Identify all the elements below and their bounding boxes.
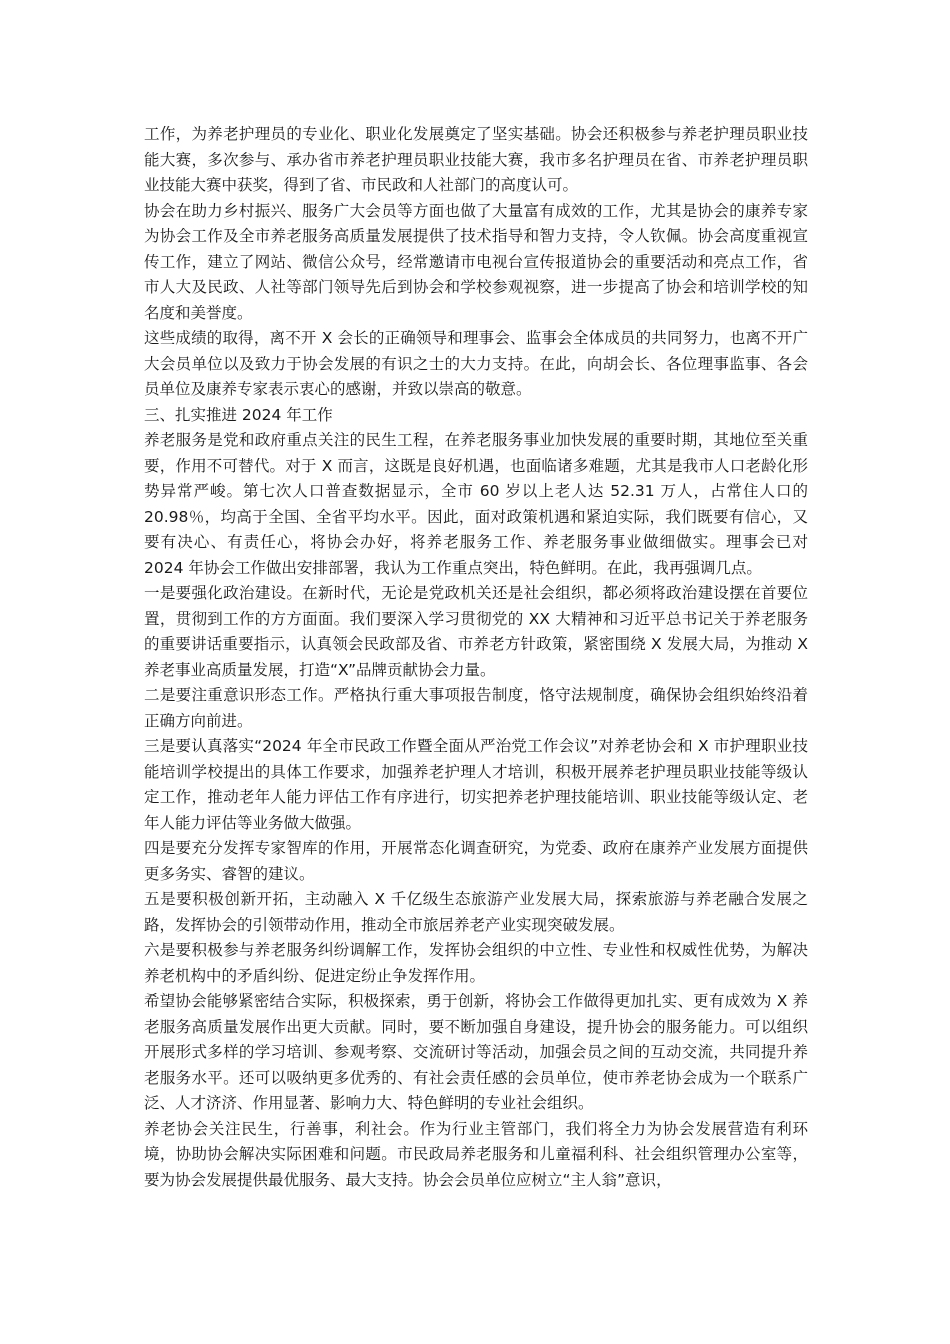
document-body xyxy=(144,122,808,1193)
paragraph-7: 二是要注重意识形态工作。严格执行重大事项报告制度，恪守法规制度，确保协会组织始终沿着正确方向前进。 xyxy=(144,686,808,730)
paragraph-2: 协会在助力乡村振兴、服务广大会员等方面也做了大量富有成效的工作，尤其是协会的康养专家为协会工作及全市养老服务高质量发展提供了技术指导和智力支持，令人钦佩。协会高度重视宣传工作，建立了网站、微信公众号，经常邀请市电视台宣传报道协会的重要活动和亮点工作，省市人大及民政、人社等部门领导先后到协会和学校参观视察，进一步提高了协会和培训学校的知名度和美誉度。 xyxy=(144,201,808,322)
paragraph-10: 五是要积极创新开拓，主动融入 X 千亿级生态旅游产业发展大局，探索旅游与养老融合发展之路，发挥协会的引领带动作用，推动全市旅居养老产业实现突破发展。 xyxy=(144,890,808,934)
paragraph-6: 一是要强化政治建设。在新时代，无论是党政机关还是社会组织，都必须将政治建设摆在首要位置，贯彻到工作的方方面面。我们要深入学习贯彻党的 XX 大精神和习近平总书记关于养老服务的重要讲话重要指示，认真领会民政部及省、市养老方针政策，紧密围绕 X 发展大局，为推动 X 养老事业高质量发展，打造“X”品牌贡献协会力量。 xyxy=(144,584,808,679)
paragraph-12: 希望协会能够紧密结合实际，积极探索，勇于创新，将协会工作做得更加扎实、更有成效为 X 养老服务高质量发展作出更大贡献。同时，要不断加强自身建设，提升协会的服务能力。可以组织开展形式多样的学习培训、参观考察、交流研讨等活动，加强会员之间的互动交流，共同提升养老服务水平。还可以吸纳更多优秀的、有社会责任感的会员单位，使市养老协会成为一个联系广泛、人才济济、作用显著、影响力大、特色鲜明的专业社会组织。 xyxy=(144,992,808,1112)
paragraph-8: 三是要认真落实“2024 年全市民政工作暨全面从严治党工作会议”对养老协会和 X 市护理职业技能培训学校提出的具体工作要求，加强养老护理人才培训，积极开展养老护理员职业技能等级认定工作，推动老年人能力评估工作有序进行，切实把养老护理技能培训、职业技能等级认定、老年人能力评估等业务做大做强。 xyxy=(144,737,808,832)
paragraph-5: 养老服务是党和政府重点关注的民生工程，在养老服务事业加快发展的重要时期，其地位至关重要，作用不可替代。对于 X 而言，这既是良好机遇，也面临诸多难题，尤其是我市人口老龄化形势异常严峻。第七次人口普查数据显示，全市 60 岁以上老人达 52.31 万人，占常住人口的 20.98％，均高于全国、全省平均水平。因此，面对政策机遇和紧迫实际，我们既要有信心，又要有决心、有责任心，将协会办好，将养老服务工作、养老服务事业做细做实。理事会已对 2024 年协会工作做出安排部署，我认为工作重点突出，特色鲜明。在此，我再强调几点。 xyxy=(144,431,808,577)
section-heading: 三、扎实推进 2024 年工作 xyxy=(144,405,333,424)
paragraph-13: 养老协会关注民生，行善事，利社会。作为行业主管部门，我们将全力为协会发展营造有利环境，协助协会解决实际困难和问题。市民政局养老服务和儿童福利科、社会组织管理办公室等，要为协会发展提供最优服务、最大支持。协会会员单位应树立“主人翁”意识， xyxy=(144,1119,808,1189)
paragraph-3: 这些成绩的取得，离不开 X 会长的正确领导和理事会、监事会全体成员的共同努力，也离不开广大会员单位以及致力于协会发展的有识之士的大力支持。在此，向胡会长、各位理事监事、各会员单位及康养专家表示衷心的感谢，并致以崇高的敬意。 xyxy=(144,329,808,398)
paragraph-1: 工作，为养老护理员的专业化、职业化发展奠定了坚实基础。协会还积极参与养老护理员职业技能大赛，多次参与、承办省市养老护理员职业技能大赛，我市多名护理员在省、市养老护理员职业技能大赛中获奖，得到了省、市民政和人社部门的高度认可。 xyxy=(144,125,808,194)
paragraph-9: 四是要充分发挥专家智库的作用，开展常态化调查研究，为党委、政府在康养产业发展方面提供更多务实、睿智的建议。 xyxy=(144,839,808,883)
paragraph-11: 六是要积极参与养老服务纠纷调解工作，发挥协会组织的中立性、专业性和权威性优势，为解决养老机构中的矛盾纠纷、促进定纷止争发挥作用。 xyxy=(144,941,808,985)
